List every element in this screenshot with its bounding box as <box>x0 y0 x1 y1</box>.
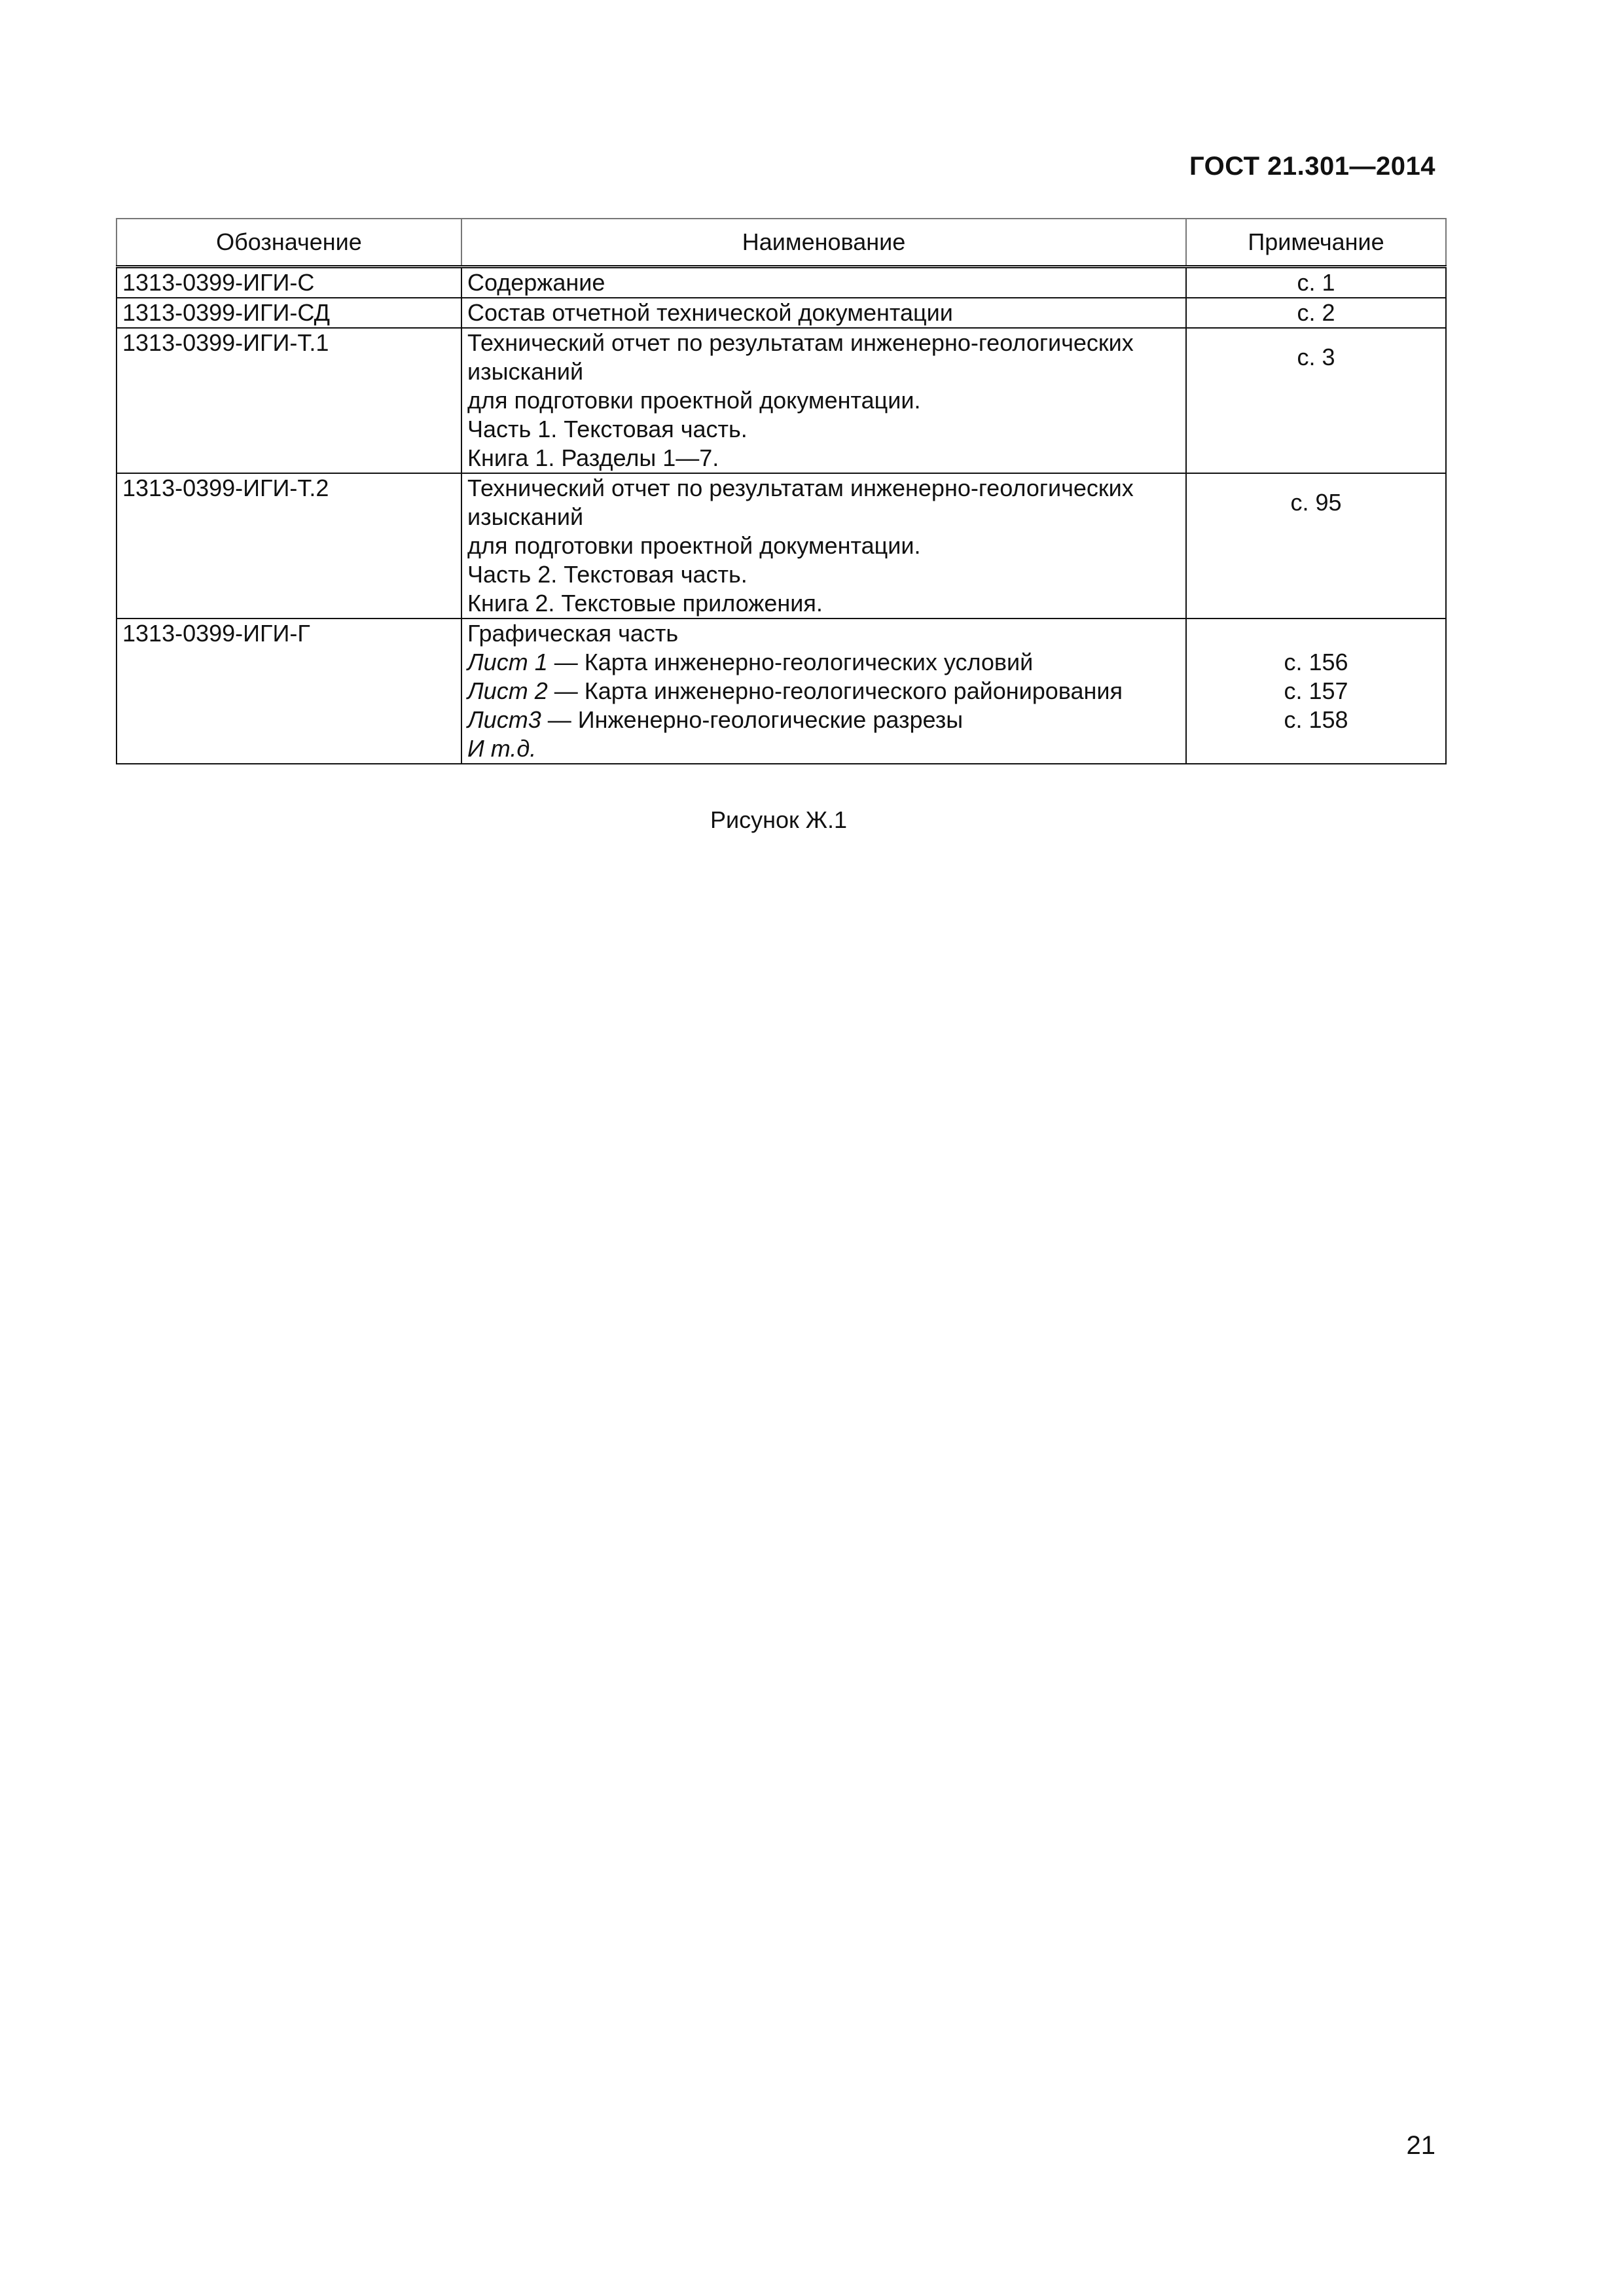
name-line: Состав отчетной технической документации <box>467 299 953 326</box>
table-row <box>117 328 1446 473</box>
row-designation: 1313-0399-ИГИ-Т.2 <box>117 473 461 619</box>
note-line: с. 157 <box>1284 677 1348 704</box>
sheet-line <box>467 706 1180 734</box>
page-number: 21 <box>1406 2131 1435 2160</box>
row-name <box>461 328 1186 473</box>
name-line: Графическая часть <box>467 620 679 647</box>
sheet-text: — Карта инженерно-геологических условий <box>547 649 1034 675</box>
standard-code: ГОСТ 21.301—2014 <box>1189 152 1435 181</box>
name-line: для подготовки проектной документации. <box>467 532 921 559</box>
row-designation: 1313-0399-ИГИ-Г <box>117 619 461 764</box>
table-row <box>117 267 1446 298</box>
sheet-line <box>467 648 1180 677</box>
figure-caption-wrapper <box>0 806 1624 834</box>
row-note: с. 2 <box>1186 298 1446 328</box>
column-header-name: Наименование <box>461 219 1186 267</box>
table-row <box>117 298 1446 328</box>
figure-caption: Рисунок Ж.1 <box>710 806 848 833</box>
sheet-label: Лист3 <box>467 706 541 733</box>
column-header-designation: Обозначение <box>117 219 461 267</box>
row-designation: 1313-0399-ИГИ-С <box>117 267 461 298</box>
note-line: с. 156 <box>1284 649 1348 675</box>
table-row <box>117 473 1446 619</box>
table-header-row <box>117 219 1446 267</box>
documentation-table <box>116 218 1447 764</box>
row-name <box>461 473 1186 619</box>
note-line: с. 158 <box>1284 706 1348 733</box>
name-line: изысканий <box>467 503 584 530</box>
name-line: для подготовки проектной документации. <box>467 387 921 414</box>
row-name <box>461 619 1186 764</box>
row-name <box>461 267 1186 298</box>
name-line: Технический отчет по результатам инженерно-геологических <box>467 329 1134 356</box>
name-line: Технический отчет по результатам инженерно-геологических <box>467 475 1134 501</box>
name-line: Книга 1. Разделы 1—7. <box>467 444 719 471</box>
name-line: Книга 2. Текстовые приложения. <box>467 590 823 617</box>
sheet-label: Лист 1 <box>467 649 548 675</box>
sheet-line <box>467 677 1180 706</box>
row-designation: 1313-0399-ИГИ-СД <box>117 298 461 328</box>
column-header-note: Примечание <box>1186 219 1446 267</box>
name-line: изысканий <box>467 358 584 385</box>
row-note: с. 95 <box>1186 473 1446 619</box>
name-line: Содержание <box>467 269 605 296</box>
table-row <box>117 619 1446 764</box>
row-note: с. 3 <box>1186 328 1446 473</box>
row-note <box>1186 619 1446 764</box>
row-note: с. 1 <box>1186 267 1446 298</box>
sheet-label: Лист 2 <box>467 677 548 704</box>
sheet-text: — Карта инженерно-геологического районирования <box>547 677 1123 704</box>
sheet-text: — Инженерно-геологические разрезы <box>541 706 964 733</box>
name-line: Часть 1. Текстовая часть. <box>467 416 748 442</box>
etc-line: И т.д. <box>467 735 537 762</box>
name-line: Часть 2. Текстовая часть. <box>467 561 748 588</box>
row-designation: 1313-0399-ИГИ-Т.1 <box>117 328 461 473</box>
row-name <box>461 298 1186 328</box>
